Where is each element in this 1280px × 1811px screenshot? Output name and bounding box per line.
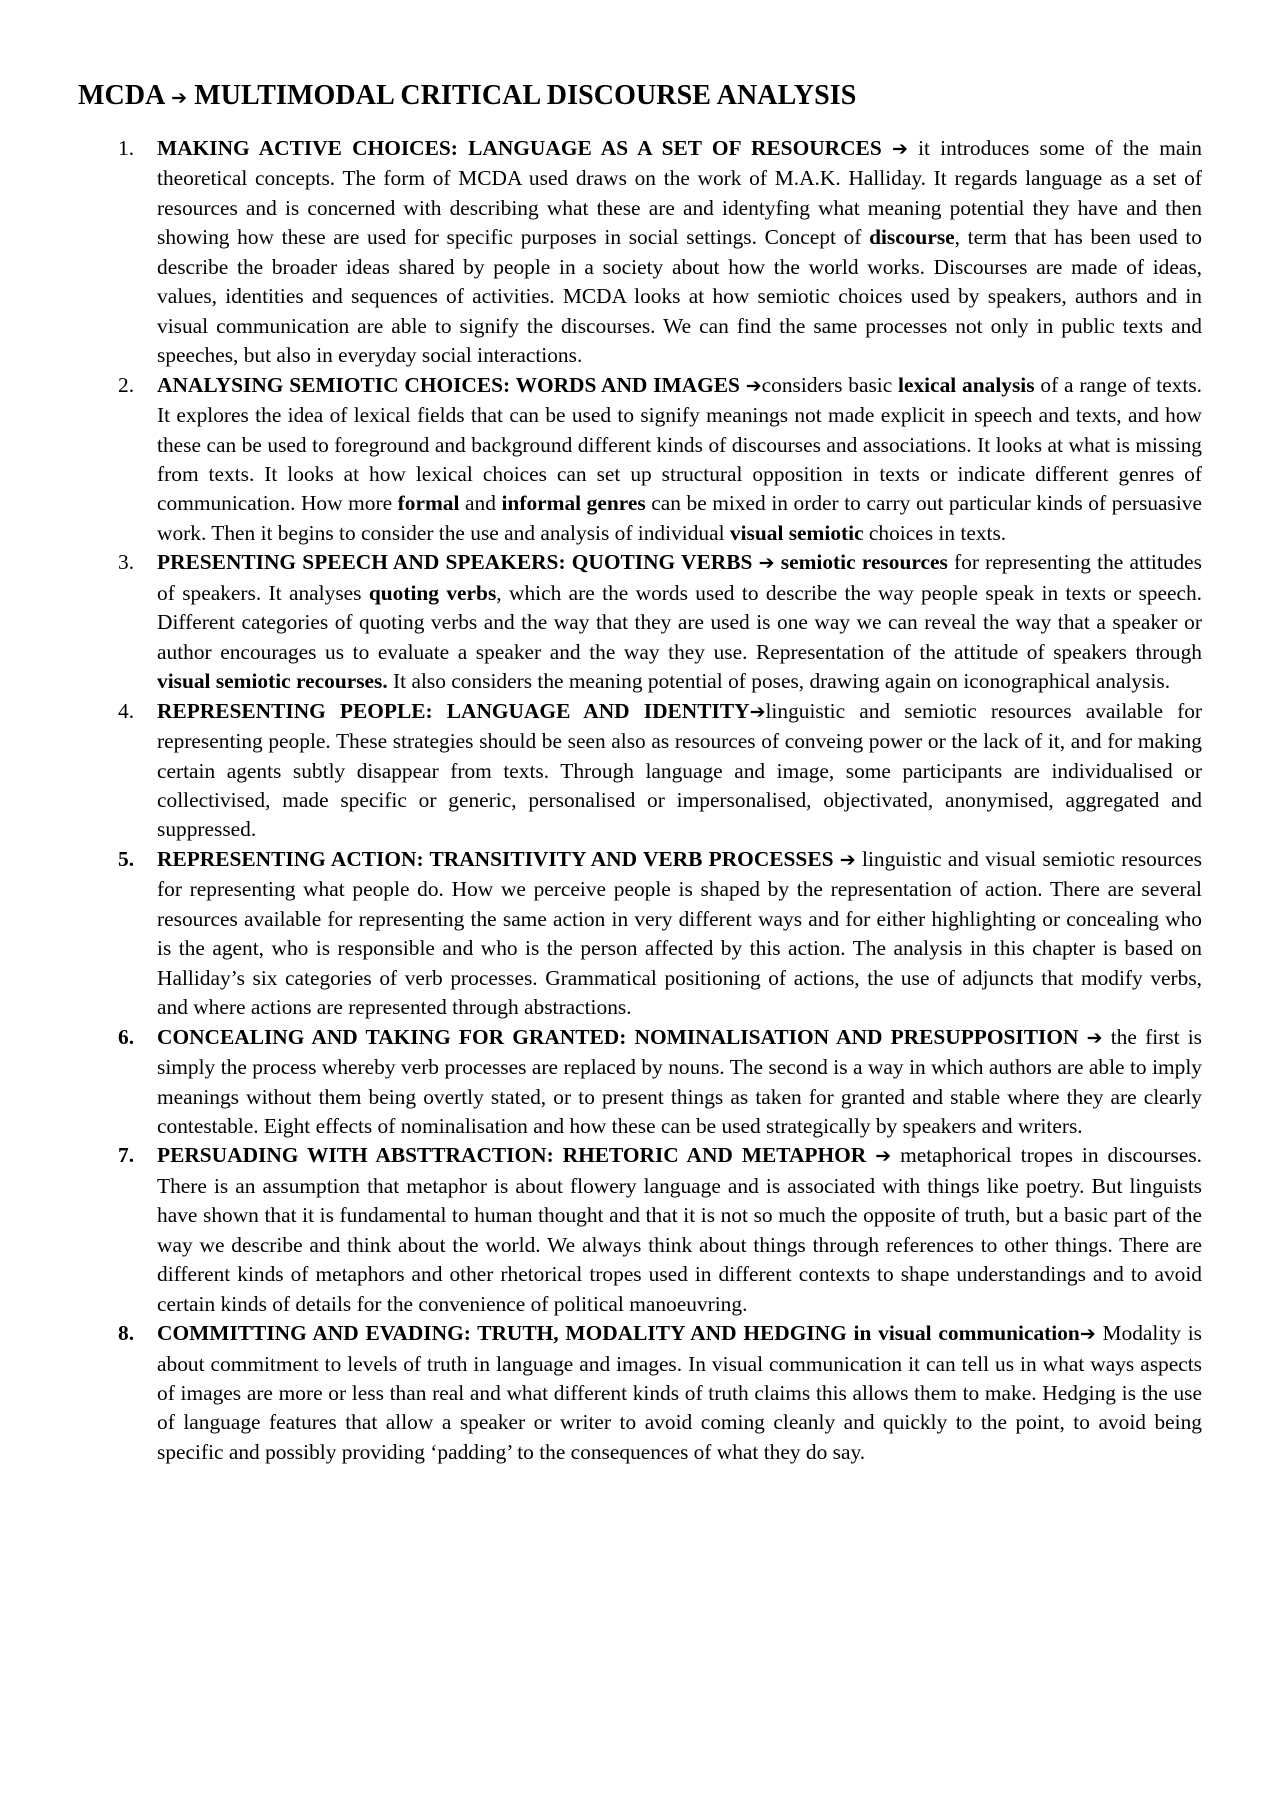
- item-heading: PRESENTING SPEECH AND SPEAKERS: QUOTING VERBS: [157, 550, 753, 575]
- list-item: [0, 697, 1280, 845]
- item-number: 8.: [118, 1321, 135, 1346]
- list-item: [0, 1023, 1280, 1142]
- item-keyword: discourse: [869, 225, 955, 250]
- list-item: [0, 1141, 1280, 1319]
- item-text: linguistic and visual semiotic resources for representing what people do. How we perceive people is shaped by the representation of action. There are several resources available for representing the same action in very different ways and for either highlighting or concealing who is the agent, who is responsible and who is the person affected by this action. The analysis in this chapter is based on Halliday’s six categories of verb processes. Grammatical positioning of actions, the use of adjuncts that modify verbs, and where actions are represented through abstractions.: [157, 846, 1202, 1020]
- item-text: it introduces some of the main theoretical concepts. The form of MCDA used draws on the work of M.A.K. Halliday. It regards language as a set of resources and is concerned with describing what these are and identyfing what meaning potential they have and then showing how these are used for specific purposes in social settings. Concept of: [157, 136, 1202, 250]
- item-text: It also considers the meaning potential of poses, drawing again on iconographical analysis.: [387, 669, 1171, 694]
- arrow-right-icon: ➔: [891, 138, 908, 160]
- item-heading: PERSUADING WITH ABSTTRACTION: RHETORIC AND METAPHOR: [157, 1143, 867, 1168]
- item-number: 7.: [118, 1143, 135, 1168]
- list-item: [0, 134, 1280, 371]
- item-text: Modality is about commitment to levels of truth in language and images. In visual communication it can tell us in what ways aspects of images are more or less than real and what different kinds of truth claims this allows them to make. Hedging is the use of language features that allow a speaker or writer to avoid coming cleanly and quickly to the point, to avoid being specific and possibly providing ‘padding’ to the consequences of what they do say.: [157, 1321, 1202, 1464]
- arrow-right-icon: ➔: [749, 700, 766, 723]
- item-keyword: visual semiotic: [729, 520, 864, 545]
- item-number: 4.: [118, 698, 135, 723]
- item-number: 3.: [118, 550, 135, 575]
- item-number: 1.: [118, 136, 135, 160]
- item-keyword: quoting verbs: [368, 580, 497, 605]
- item-number: 2.: [118, 372, 135, 397]
- item-number: 5.: [118, 846, 135, 871]
- arrow-right-icon: ➔: [745, 374, 762, 397]
- page-title: [78, 78, 856, 116]
- item-keyword: formal: [397, 491, 460, 516]
- item-number: 6.: [118, 1024, 135, 1049]
- item-text: for representing the attitudes of speakers. It analyses: [157, 550, 1202, 605]
- item-text: linguistic and semiotic resources available for representing people. These strategies should be seen also as resources of conveing power or the lack of it, and for making certain agents subtly disappear from texts. Through language and image, some participants are individualised or collectivised, made specific or generic, personalised or impersonalised, objectivated, anonymised, aggregated and suppressed.: [157, 698, 1203, 842]
- arrow-right-icon: ➔: [758, 552, 775, 575]
- list-item: [0, 371, 1280, 549]
- item-heading: REPRESENTING ACTION: TRANSITIVITY AND VERB PROCESSES: [157, 846, 834, 871]
- item-text: the first is simply the process whereby verb processes are replaced by nouns. The second is a way in which authors are able to imply meanings without them being overtly stated, or to present things as taken for granted and stable where they are clearly contestable. Eight effects of nominalisation and how these can be used strategically by speakers and writers.: [157, 1024, 1202, 1138]
- item-keyword: lexical analysis: [898, 372, 1035, 397]
- item-keyword: visual semiotic recourses.: [157, 669, 388, 694]
- list-item: [0, 548, 1280, 696]
- arrow-right-icon: ➔: [1086, 1026, 1103, 1049]
- item-heading: ANALYSING SEMIOTIC CHOICES: WORDS AND IMAGES: [157, 372, 740, 397]
- title-acronym: MCDA: [78, 80, 164, 111]
- item-text: , which are the words used to describe the way people speak in texts or speech. Different categories of quoting verbs and the way that they are used is one way we can reveal the way that a speaker or author encourages us to evaluate a speaker and the way they use. Representation of the attitude of speakers through: [157, 580, 1203, 664]
- arrow-right-icon: ➔: [875, 1145, 892, 1168]
- arrow-right-icon: ➔: [171, 87, 188, 109]
- item-text: , term that has been used to describe the broader ideas shared by people in a society about how the world works. Discourses are made of ideas, values, identities and sequences of activities. MCDA looks at how semiotic choices used by speakers, authors and in visual communication are able to signify the discourses. We can find the same processes not only in public texts and speeches, but also in everyday social interactions.: [157, 225, 1202, 368]
- item-keyword: semiotic resources: [780, 550, 948, 575]
- item-keyword: informal genres: [501, 491, 646, 516]
- item-text: and: [459, 491, 502, 516]
- item-heading: REPRESENTING PEOPLE: LANGUAGE AND IDENTITY: [157, 698, 750, 723]
- item-heading: COMMITTING AND EVADING: TRUTH, MODALITY AND HEDGING in visual communication: [157, 1321, 1080, 1346]
- list-item: [0, 1319, 1280, 1467]
- item-text: choices in texts.: [863, 520, 1007, 545]
- item-text: considers basic: [761, 372, 899, 397]
- item-heading: MAKING ACTIVE CHOICES: LANGUAGE AS A SET OF RESOURCES: [157, 136, 882, 160]
- item-text: of a range of texts. It explores the idea of lexical fields that can be used to signify meanings not made explicit in speech and texts, and how these can be used to foreground and background different kinds of discourses and associations. It looks at what is missing from texts. It looks at how lexical choices can set up structural opposition in texts or indicate different genres of communication. How more: [157, 372, 1202, 516]
- item-heading: CONCEALING AND TAKING FOR GRANTED: NOMINALISATION AND PRESUPPOSITION: [157, 1024, 1079, 1049]
- arrow-right-icon: ➔: [1079, 1323, 1096, 1346]
- title-full-name: MULTIMODAL CRITICAL DISCOURSE ANALYSIS: [194, 80, 857, 111]
- list-item: [0, 845, 1280, 1023]
- topic-list: [0, 134, 1280, 1467]
- item-text: can be mixed in order to carry out particular kinds of persuasive work. Then it begins to consider the use and analysis of individual: [157, 491, 1202, 545]
- item-text: metaphorical tropes in discourses. There is an assumption that metaphor is about flowery language and is associated with things like poetry. But linguists have shown that it is fundamental to human thought and that it is not so much the opposite of truth, but a basic part of the way we describe and think about the world. We always think about things through references to other things. There are different kinds of metaphors and other rhetorical tropes used in different contexts to shape understandings and to avoid certain kinds of details for the convenience of political manoeuvring.: [157, 1143, 1202, 1316]
- arrow-right-icon: ➔: [839, 848, 856, 871]
